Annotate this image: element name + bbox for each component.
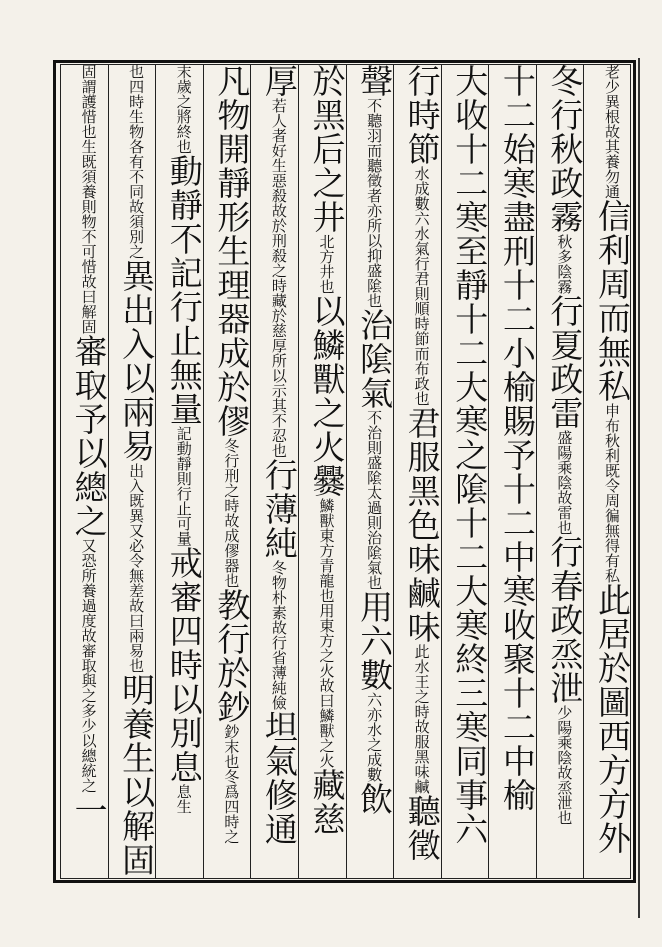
main-text: 動靜不記行止無量 — [164, 154, 204, 426]
commentary-text: 北方井也 — [317, 234, 336, 294]
commentary-text: 固謂護惜也生既須養則物不可惜故曰解固 — [79, 64, 98, 334]
main-text: 聽徵 — [402, 794, 442, 862]
commentary-text: 記動靜則行止可量 — [174, 426, 193, 546]
commentary-text: 末歲之將終也 — [174, 64, 193, 154]
commentary-text: 不治則盛隂太過則治隂氣也 — [365, 410, 384, 590]
main-text: 坦氣修通 — [259, 710, 299, 846]
commentary-text: 冬行刑之時故成僇器也 — [222, 438, 241, 588]
main-text: 厚 — [259, 64, 299, 98]
text-column — [157, 64, 204, 879]
text-column — [205, 64, 252, 879]
column-rule — [393, 64, 394, 879]
main-text: 治隂氣 — [355, 308, 395, 410]
main-text: 行薄純 — [259, 458, 299, 560]
text-column — [585, 64, 632, 879]
main-text: 於黑后之井 — [307, 64, 347, 234]
main-text: 飲 — [355, 782, 395, 816]
commentary-text: 鱗獸東方青龍也用東方之火故曰鱗獸之火 — [317, 498, 336, 768]
text-column — [395, 64, 442, 879]
commentary-text: 老少異根故其養勿通 — [602, 64, 621, 199]
commentary-text: 息生 — [174, 784, 193, 814]
text-column — [110, 64, 157, 879]
main-text: 信利周而無私 — [592, 199, 632, 403]
commentary-text: 不聽羽而聽徵者亦所以抑盛隂也 — [365, 98, 384, 308]
main-text: 明養生以解固 — [117, 673, 157, 877]
binding-edge — [638, 58, 660, 918]
main-text: 大收十二寒至靜十二大寒之隂十二大寒終三寒同事六 — [450, 64, 490, 846]
commentary-text: 鈔末也冬爲四時之 — [222, 724, 241, 844]
main-text: 君服黑色味鹹味 — [402, 406, 442, 644]
text-column — [252, 64, 299, 879]
commentary-text: 盛陽乘陰故雷也 — [555, 430, 574, 535]
main-text: 以鱗獸之火爨 — [307, 294, 347, 498]
main-text: 行時節 — [402, 64, 442, 166]
text-column — [348, 64, 395, 879]
main-text: 異出入以兩易 — [117, 259, 157, 463]
main-text: 此居於圖西方方外 — [592, 583, 632, 855]
main-text: 藏慈 — [307, 768, 347, 836]
main-text: 審取予以總之 — [69, 334, 109, 538]
commentary-text: 水成數六水氣行君則順時節而布政也 — [412, 166, 431, 406]
text-column — [443, 64, 490, 879]
main-text: 凡物開靜形生理器成於僇 — [212, 64, 252, 438]
main-text: 用六數 — [355, 590, 395, 692]
main-text: 教行於鈔 — [212, 588, 252, 724]
main-text: 行夏政雷 — [545, 294, 585, 430]
commentary-text: 若人者好生惡殺故於刑殺之時藏於慈厚所以示其不忍也 — [269, 98, 288, 458]
commentary-text: 又恐所養過度故審取與之多少以總統之 — [79, 538, 98, 793]
text-column — [300, 64, 347, 879]
main-text: 行春政烝泄 — [545, 535, 585, 705]
commentary-text: 申布秋利既令周徧無得有私 — [602, 403, 621, 583]
main-text: 一 — [69, 793, 109, 827]
commentary-text: 少陽乘陰故烝泄也 — [555, 705, 574, 825]
text-column — [62, 64, 109, 879]
main-text: 戒審四時以別息 — [164, 546, 204, 784]
commentary-text: 秋多陰霧 — [555, 234, 574, 294]
text-column — [538, 64, 585, 879]
commentary-text: 冬物朴素故行省薄純儉 — [269, 560, 288, 710]
text-column — [490, 64, 537, 879]
commentary-text: 也四時生物各有不同故須別之 — [127, 64, 146, 259]
main-text: 聲 — [355, 64, 395, 98]
main-text: 冬行秋政霧 — [545, 64, 585, 234]
commentary-text: 此水王之時故服黑味鹹 — [412, 644, 431, 794]
commentary-text: 六亦水之成數 — [365, 692, 384, 782]
main-text: 十二始寒盡刑十二小榆賜予十二中寒收聚十二中榆 — [497, 64, 537, 812]
commentary-text: 出入既異又必令無差故曰兩易也 — [127, 463, 146, 673]
right-page-edge — [636, 0, 662, 947]
